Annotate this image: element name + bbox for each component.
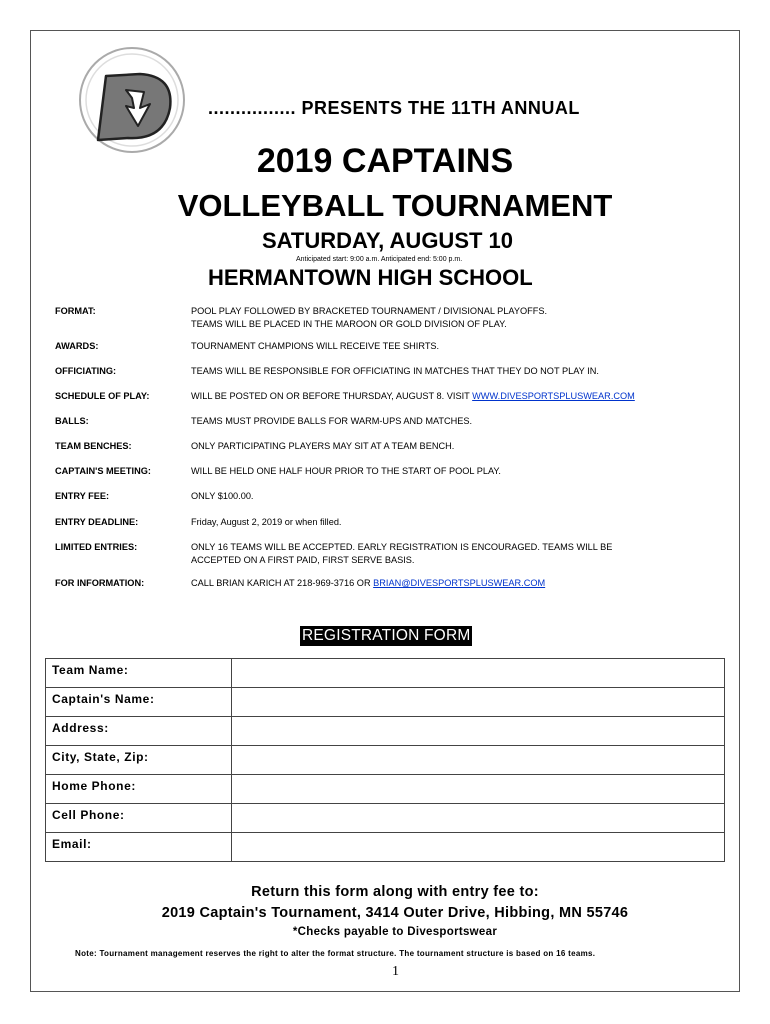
info-value: Friday, August 2, 2019 or when filled.	[191, 517, 342, 527]
info-value: ONLY PARTICIPATING PLAYERS MAY SIT AT A TEAM BENCH.	[191, 441, 455, 451]
title-line-2: VOLLEYBALL TOURNAMENT	[177, 188, 613, 223]
info-value: POOL PLAY FOLLOWED BY BRACKETED TOURNAMENT / DIVISIONAL PLAYOFFS. TEAMS WILL BE PLACED IN THE MAROON OR GOLD DIVISION OF PLAY.	[191, 306, 548, 329]
field-label: Captain's Name:	[46, 688, 232, 717]
info-value: TEAMS WILL BE RESPONSIBLE FOR OFFICIATING IN MATCHES THAT THEY DO NOT PLAY IN.	[191, 366, 599, 376]
info-value: CALL BRIAN KARICH AT 218-969-3716 OR BRIAN@DIVESPORTSPLUSWEAR.COM	[191, 578, 546, 588]
event-date: SATURDAY, AUGUST 10	[262, 228, 514, 253]
info-value: WILL BE POSTED ON OR BEFORE THURSDAY, AUGUST 8. VISIT WWW.DIVESPORTSPLUSWEAR.COM	[191, 391, 635, 401]
registration-form-title: REGISTRATION FORM	[302, 627, 471, 644]
info-value: TOURNAMENT CHAMPIONS WILL RECEIVE TEE SHIRTS.	[191, 341, 440, 351]
return-address: 2019 Captain's Tournament, 3414 Outer Drive, Hibbing, MN 55746	[161, 905, 629, 921]
address-field[interactable]	[232, 717, 725, 746]
table-row	[46, 746, 725, 775]
event-times: Anticipated start: 9:00 a.m. Anticipated end: 5:00 p.m.	[296, 256, 463, 263]
footer-note: Note: Tournament management reserves the right to alter the format structure. The tournament structure is based on 16 teams.	[75, 949, 596, 958]
table-row	[46, 659, 725, 688]
info-label: SCHEDULE OF PLAY:	[55, 391, 150, 401]
info-value: ONLY $100.00.	[191, 491, 254, 501]
table-row	[46, 688, 725, 717]
return-instructions: Return this form along with entry fee to:	[251, 884, 539, 900]
info-label: BALLS:	[55, 416, 89, 426]
email-field[interactable]	[232, 833, 725, 862]
registration-table	[45, 658, 725, 862]
table-row	[46, 804, 725, 833]
info-label: FOR INFORMATION:	[55, 578, 145, 588]
cell-phone-field[interactable]	[232, 804, 725, 833]
field-label: Email:	[46, 833, 232, 862]
info-label: ENTRY FEE:	[55, 491, 110, 501]
field-label: Address:	[46, 717, 232, 746]
table-row	[46, 833, 725, 862]
info-value: TEAMS MUST PROVIDE BALLS FOR WARM-UPS AND MATCHES.	[191, 416, 473, 426]
info-label: ENTRY DEADLINE:	[55, 517, 139, 527]
captain-name-field[interactable]	[232, 688, 725, 717]
info-label: FORMAT:	[55, 306, 96, 316]
info-label: TEAM BENCHES:	[55, 441, 132, 451]
field-label: Cell Phone:	[46, 804, 232, 833]
city-state-zip-field[interactable]	[232, 746, 725, 775]
info-label: AWARDS:	[55, 341, 99, 351]
field-label: Team Name:	[46, 659, 232, 688]
checks-payable: *Checks payable to Divesportswear	[292, 926, 498, 938]
info-value: WILL BE HELD ONE HALF HOUR PRIOR TO THE START OF POOL PLAY.	[191, 466, 501, 476]
arrow-logo-icon	[78, 46, 186, 154]
team-name-field[interactable]	[232, 659, 725, 688]
page-number: 1	[392, 964, 399, 979]
website-link[interactable]: WWW.DIVESPORTSPLUSWEAR.COM	[472, 391, 635, 401]
info-value: ONLY 16 TEAMS WILL BE ACCEPTED. EARLY REGISTRATION IS ENCOURAGED. TEAMS WILL BE ACCEPTED ON A FIRST PAID, FIRST SERVE BASIS.	[191, 542, 613, 565]
info-label: OFFICIATING:	[55, 366, 117, 376]
table-row	[46, 717, 725, 746]
table-row	[46, 775, 725, 804]
field-label: Home Phone:	[46, 775, 232, 804]
info-label: CAPTAIN'S MEETING:	[55, 466, 151, 476]
email-link[interactable]: BRIAN@DIVESPORTSPLUSWEAR.COM	[373, 578, 546, 588]
title-line-1: 2019 CAPTAINS	[256, 142, 514, 180]
presents-heading: ................ PRESENTS THE 11TH ANNUAL	[208, 98, 580, 118]
event-venue: HERMANTOWN HIGH SCHOOL	[208, 265, 533, 290]
home-phone-field[interactable]	[232, 775, 725, 804]
info-label: LIMITED ENTRIES:	[55, 542, 138, 552]
field-label: City, State, Zip:	[46, 746, 232, 775]
